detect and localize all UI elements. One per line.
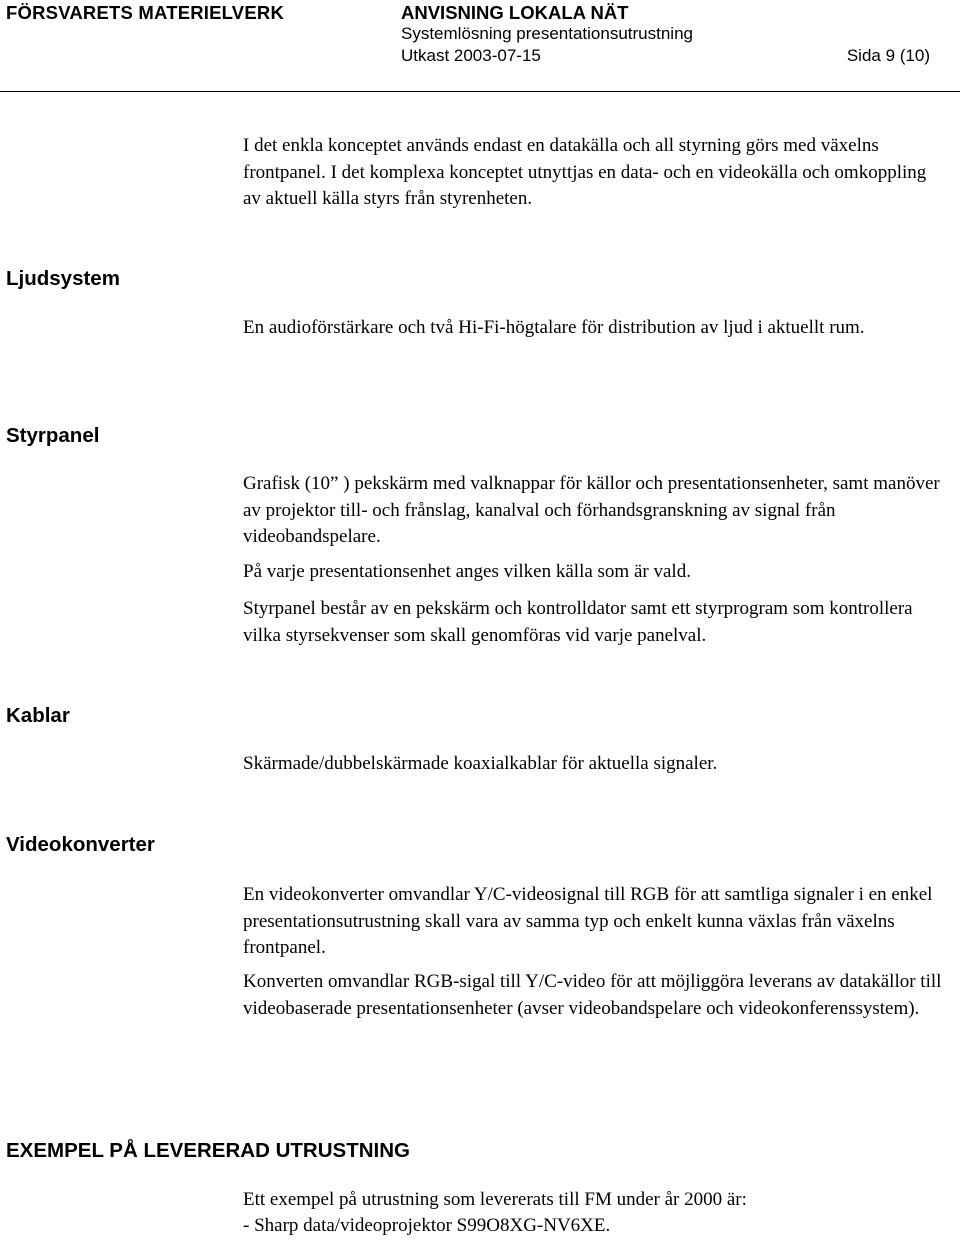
heading-kablar: Kablar (6, 704, 70, 727)
organization-name: FÖRSVARETS MATERIELVERK (6, 2, 284, 23)
heading-exempel: EXEMPEL PÅ LEVERERAD UTRUSTNING (6, 1139, 410, 1162)
header-divider (0, 91, 960, 92)
heading-styrpanel: Styrpanel (6, 424, 100, 447)
exempel-line-2: - Sharp data/videoprojektor S99O8XG-NV6XE. (243, 1215, 611, 1236)
page-header (0, 0, 960, 92)
heading-ljudsystem: Ljudsystem (6, 267, 120, 290)
ljudsystem-paragraph: En audioförstärkare och två Hi-Fi-högtalare för distribution av ljud i aktuellt rum. (243, 317, 865, 338)
videokonverter-paragraph-2: Konverten omvandlar RGB-sigal till Y/C-video för att möjliggöra leverans av datakällor till videobaserade presentationsenheter (avser videobandspelare och videokonferenssystem). (243, 971, 942, 1019)
document-title: ANVISNING LOKALA NÄT (401, 2, 629, 23)
kablar-paragraph: Skärmade/dubbelskärmade koaxialkablar för aktuella signaler. (243, 753, 718, 774)
document-subtitle: Systemlösning presentationsutrustning (401, 24, 693, 43)
heading-videokonverter: Videokonverter (6, 833, 155, 856)
document-draft-date: Utkast 2003-07-15 (401, 46, 541, 65)
exempel-line-1: Ett exempel på utrustning som levererats till FM under år 2000 är: (243, 1189, 747, 1210)
styrpanel-paragraph-2: På varje presentationsenhet anges vilken källa som är vald. (243, 561, 691, 582)
styrpanel-paragraph-3: Styrpanel består av en pekskärm och kontrolldator samt ett styrprogram som kontrollera vilka styrsekvenser som skall genomföras vid varje panelval. (243, 598, 913, 646)
videokonverter-paragraph-1: En videokonverter omvandlar Y/C-videosignal till RGB för att samtliga signaler i en enkel presentationsutrustning skall vara av samma typ och enkelt kunna växlas från växelns frontpanel. (243, 884, 933, 958)
styrpanel-paragraph-1: Grafisk (10” ) pekskärm med valknappar för källor och presentationsenheter, samt manöver av projektor till- och frånslag, kanalval och förhandsgranskning av signal från videobandspelare. (243, 473, 940, 547)
page-number: Sida 9 (10) (846, 46, 930, 65)
intro-paragraph: I det enkla konceptet används endast en datakälla och all styrning görs med växelns frontpanel. I det komplexa konceptet utnyttjas en data- och en videokälla och omkoppling av aktuell källa styrs från styrenheten. (243, 135, 927, 209)
